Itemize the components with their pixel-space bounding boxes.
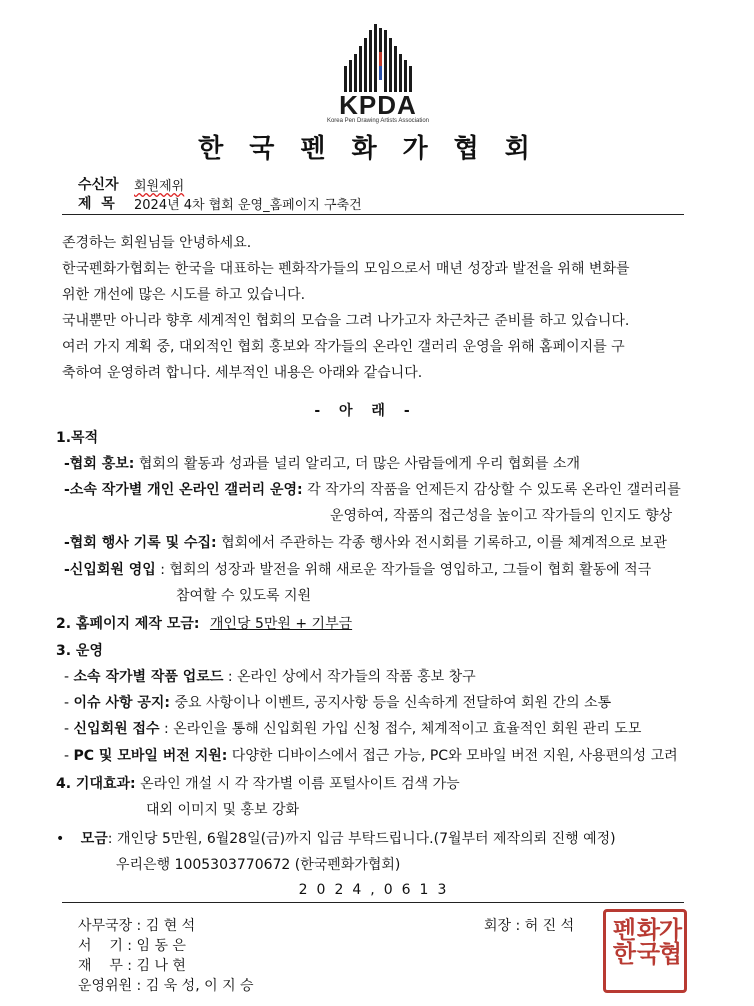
- president-line: 회장 : 허 진 석: [484, 918, 575, 934]
- sec1-item-4-text: : 협회의 성장과 발전을 위해 새로운 작가들을 영입하고, 그들이 협회 활동에 적극: [155, 562, 652, 578]
- footer-divider: [62, 902, 684, 903]
- document-date: 2024,0613: [298, 882, 456, 898]
- staff-name: 김 현 석: [145, 918, 196, 934]
- intro-line-4: 국내뿐만 아니라 향후 세계적인 협회의 모습을 그려 나가고자 차근차근 준비를 하고 있습니다.: [62, 313, 630, 329]
- sec1-item-2-text: 각 작가의 작품을 언제든지 감상할 수 있도록 온라인 갤러리를: [302, 482, 681, 498]
- subject-value: 2024년 4차 협회 운영_홈페이지 구축건: [134, 198, 362, 213]
- sec3-title: 3. 운영: [56, 643, 103, 659]
- staff-row-1: 사무국장 : 김 현 석: [78, 918, 196, 934]
- sec3-item-2-text: 중요 사항이나 이벤트, 공지사항 등을 신속하게 전달하여 회원 간의 소통: [170, 695, 612, 711]
- staff-name: 임 동 은: [136, 938, 186, 954]
- sec4-text: 온라인 개설 시 각 작가별 이름 포털사이트 검색 가능: [135, 776, 460, 792]
- sec3-item-1-text: : 온라인 상에서 작가들의 작품 홍보 창구: [223, 669, 476, 685]
- intro-line-5: 여러 가지 계획 중, 대외적인 협회 홍보와 작가들의 온라인 갤러리 운영을 위해 홈페이지를 구: [62, 339, 625, 355]
- building-logo-icon: [318, 22, 438, 92]
- staff-role: 사무국장: [78, 918, 133, 934]
- seal-text-col-1: 펜한: [608, 917, 637, 965]
- recipient-value: 회원제위: [134, 179, 185, 194]
- staff-role: 운영위원: [78, 978, 133, 994]
- sec2-value: 개인당 5만원 + 기부금: [209, 616, 353, 632]
- sec3-item-4-text: 다양한 디바이스에서 접근 가능, PC와 모바일 버전 지원, 사용편의성 고려: [227, 748, 678, 764]
- sec2-line: [56, 617, 352, 631]
- staff-row-3: 재 무 : 김 나 현: [78, 958, 186, 974]
- kpda-logo: [318, 22, 438, 132]
- sec1-item-3-text: 협회에서 주관하는 각종 행사와 전시회를 기록하고, 이를 체계적으로 보관: [216, 535, 667, 551]
- header-divider: [62, 214, 684, 215]
- sec1-item-2-label: -소속 작가별 개인 온라인 갤러리 운영:: [64, 482, 303, 498]
- sec3-item-3-label: 신입회원 접수: [73, 721, 160, 737]
- sec3-item-2: - 이슈 사항 공지: 중요 사항이나 이벤트, 공지사항 등을 신속하게 전달하여 회원 간의 소통: [64, 695, 612, 711]
- sec3-item-3: - 신입회원 접수 : 온라인을 통해 신입회원 가입 신청 접수, 체계적이고 효율적인 회원 관리 도모: [64, 721, 642, 737]
- intro-line-2: 한국펜화가협회는 한국을 대표하는 펜화작가들의 모임으로서 매년 성장과 발전을 위해 변화를: [62, 261, 630, 277]
- sec3-item-1-label: 소속 작가별 작품 업로드: [73, 669, 224, 685]
- seal-text-col-2: 화국: [632, 917, 661, 965]
- sec4-cont: 대외 이미지 및 홍보 강화: [146, 802, 300, 818]
- document-title: 한국펜화가협회: [198, 134, 556, 164]
- below-heading: - 아 래 -: [314, 403, 410, 419]
- sec2-title: 2. 홈페이지 제작 모금:: [56, 616, 200, 632]
- logo-brand-text: KPDA: [339, 90, 417, 120]
- sec3-item-1: - 소속 작가별 작품 업로드 : 온라인 상에서 작가들의 작품 홍보 창구: [64, 669, 476, 685]
- intro-line-6: 축하여 운영하려 합니다. 세부적인 내용은 아래와 같습니다.: [62, 365, 423, 381]
- staff-row-2: 서 기 : 임 동 은: [78, 938, 186, 954]
- staff-role: 재 무: [78, 958, 123, 974]
- sec4-line: [56, 777, 460, 791]
- sec1-item-4-label: -신입회원 영입: [64, 562, 156, 578]
- president-name: 허 진 석: [524, 918, 575, 934]
- subject-label: 제 목: [78, 196, 115, 212]
- sec1-item-2-cont: 운영하여, 작품의 접근성을 높이고 작가들의 인지도 향상: [330, 508, 673, 524]
- fund-bank: 우리은행 1005303770672 (한국펜화가협회): [116, 857, 401, 873]
- intro-line-3: 위한 개선에 많은 시도를 하고 있습니다.: [62, 287, 306, 303]
- sec3-item-4: - PC 및 모바일 버전 지원: 다양한 디바이스에서 접근 가능, PC와 모바일 버전 지원, 사용편의성 고려: [64, 748, 678, 764]
- logo-subtitle: Korea Pen Drawing Artists Association: [326, 118, 430, 124]
- seal-text-col-3: 가협: [654, 917, 683, 965]
- staff-name: 김 욱 성, 이 지 승: [145, 978, 254, 994]
- sec1-item-1-label: -협회 홍보:: [64, 456, 135, 472]
- sec1-item-1: [64, 457, 580, 471]
- staff-row-4: 운영위원 : 김 욱 성, 이 지 승: [78, 978, 254, 994]
- sec1-item-3-label: -협회 행사 기록 및 수집:: [64, 535, 217, 551]
- sec1-item-4: [64, 563, 651, 577]
- intro-line-1: 존경하는 회원님들 안녕하세요.: [62, 235, 252, 251]
- bullet-icon: •: [56, 831, 65, 847]
- president-role: 회장: [484, 918, 512, 934]
- staff-name: 김 나 현: [136, 958, 186, 974]
- association-seal: [599, 905, 691, 997]
- sec1-item-4-cont: 참여할 수 있도록 지원: [176, 588, 312, 604]
- fund-line: [56, 832, 616, 846]
- sec3-item-2-label: 이슈 사항 공지:: [73, 695, 171, 711]
- sec1-item-3: [64, 536, 667, 550]
- sec4-title: 4. 기대효과:: [56, 776, 136, 792]
- sec3-item-4-label: PC 및 모바일 버전 지원:: [73, 748, 228, 764]
- sec1-item-1-text: 협회의 활동과 성과를 널리 알리고, 더 많은 사람들에게 우리 협회를 소개: [134, 456, 580, 472]
- sec1-item-2: [64, 483, 681, 497]
- sec1-title: 1.목적: [56, 430, 99, 446]
- sec3-item-3-text: : 온라인을 통해 신입회원 가입 신청 접수, 체계적이고 효율적인 회원 관리 도모: [159, 721, 642, 737]
- fund-text: : 개인당 5만원, 6월28일(금)까지 입금 부탁드립니다.(7월부터 제작의뢰 진행 예정): [107, 831, 616, 847]
- staff-role: 서 기: [78, 938, 123, 954]
- fund-label: 모금: [80, 831, 108, 847]
- recipient-label: 수신자: [78, 177, 119, 193]
